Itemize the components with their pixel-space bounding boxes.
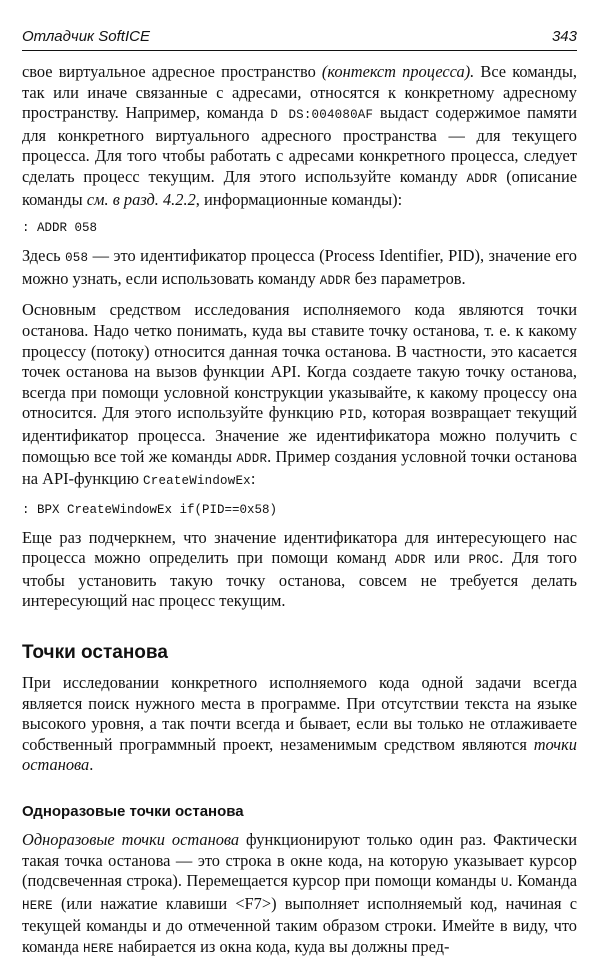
inline-code: ADDR bbox=[236, 451, 268, 466]
subsection-heading: Одноразовые точки останова bbox=[22, 803, 244, 821]
emphasis: точки останова bbox=[22, 734, 577, 775]
code-block-addr: : ADDR 058 bbox=[22, 221, 98, 236]
paragraph-3: Основным средством исследования исполняемого кода являются точки останова. Надо четко понимать, куда вы ставите точку останова, т. е. к какому процессу (потоку) относится данная точка останова. В частности, это касается точек останова на вызов функции API. Когда создаете такую точку останова, всегда при помощи условной конструкции указывайте, к какому процессу она относится. Для этого используйте функцию PID, которая возвращает текущий идентификатор процесса. Значение же идентификатора можно получить с помощью все той же команды ADDR. Пример создания условной точки останова на API-функцию CreateWindowEx: bbox=[22, 300, 577, 489]
inline-code: U bbox=[500, 876, 509, 891]
section-heading: Точки останова bbox=[22, 642, 168, 664]
paragraph-5: При исследовании конкретного исполняемого кода одной задачи всегда является поиск нужного места в программе. При отсутствии текста на языке высокого уровня, а так почти всегда и бывает, если вы только не отлаживаете собственный программный проект, незаменимым средством являются точки останова. bbox=[22, 673, 577, 775]
inline-code: PID bbox=[339, 408, 363, 423]
paragraph-1: свое виртуальное адресное пространство (контекст процесса). Все команды, так или иначе связанные с адресами, относятся к конкретному адресному пространству. Например, команда D DS:004080AF выдаст содержимое памяти для конкретного виртуального адресного пространства — для текущего процесса. Для того чтобы работать с адресами конкретного процесса, следует сделать процесс текущим. Для этого используйте команду ADDR (описание команды см. в разд. 4.2.2, информационные команды): bbox=[22, 62, 577, 209]
page-number: 343 bbox=[551, 28, 577, 45]
inline-code: CreateWindowEx bbox=[143, 474, 251, 489]
inline-code: PROC bbox=[468, 553, 500, 568]
inline-code: ADDR bbox=[319, 273, 351, 288]
paragraph-6: Одноразовые точки останова функционируют только один раз. Фактически такая точка останова — это строка в окне кода, на которую указывает курсор (подсвеченная строка). Перемещается курсор при помощи команды U. Команда HERE (или нажатие клавиши <F7>) выполняет исполняемый код, начиная с текущей команды и до отмеченной таким образом строки. Имейте в виду, что команда HERE набирается из окна кода, куда вы должны пред- bbox=[22, 830, 577, 956]
inline-code: HERE bbox=[22, 898, 53, 913]
inline-code: ADDR bbox=[466, 171, 498, 186]
code-block-bpx: : BPX CreateWindowEx if(PID==0x58) bbox=[22, 502, 278, 517]
emphasis: (контекст процесса). bbox=[321, 62, 475, 81]
emphasis: Одноразовые точки останова bbox=[22, 830, 240, 850]
paragraph-2: Здесь 058 — это идентификатор процесса (Process Identifier, PID), значение его можно узнать, если использовать команду ADDR без параметров. bbox=[22, 246, 577, 288]
paragraph-4: Еще раз подчеркнем, что значение идентификатора для интересующего нас процесса можно определить при помощи команд ADDR или PROC. Для того чтобы установить такую точку останова, совсем не требуется делать интересующий нас процесс текущим. bbox=[22, 527, 578, 611]
body-text bbox=[22, 62, 577, 969]
chapter-title: Отладчик SoftICE bbox=[22, 28, 150, 45]
running-header bbox=[22, 28, 577, 51]
inline-code: ADDR bbox=[394, 553, 426, 568]
inline-code: 058 bbox=[65, 251, 89, 266]
inline-code: D DS:004080AF bbox=[270, 108, 374, 123]
cross-reference: см. в разд. 4.2.2 bbox=[86, 189, 196, 209]
inline-code: HERE bbox=[83, 942, 114, 956]
